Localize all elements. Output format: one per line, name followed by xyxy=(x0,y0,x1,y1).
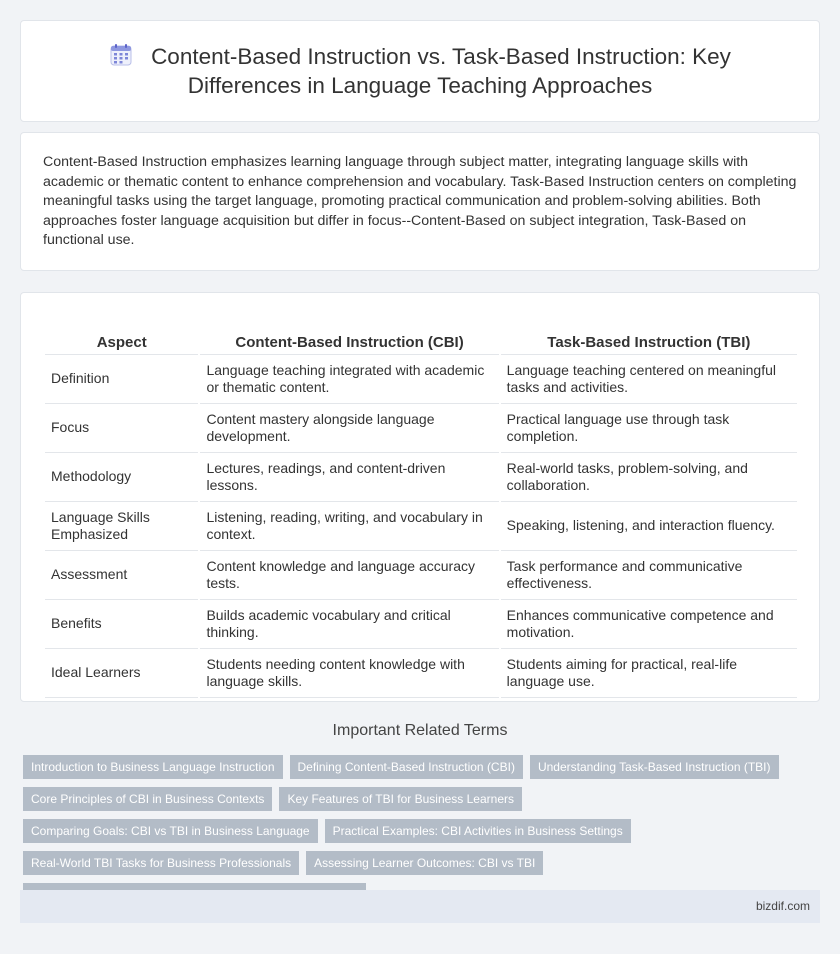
related-term-tag[interactable]: Assessing Learner Outcomes: CBI vs TBI xyxy=(306,851,543,875)
row-tbi: Task performance and communicative effectiveness. xyxy=(501,551,797,600)
header-tbi: Task-Based Instruction (TBI) xyxy=(501,313,797,355)
related-term-tag[interactable]: Introduction to Business Language Instruction xyxy=(23,755,283,779)
header-aspect: Aspect xyxy=(45,313,198,355)
table-row xyxy=(45,404,797,453)
row-aspect: Language Skills Emphasized xyxy=(45,502,198,551)
row-aspect: Benefits xyxy=(45,600,198,649)
comparison-card xyxy=(20,292,820,702)
page-title xyxy=(51,42,789,100)
table-row xyxy=(45,453,797,502)
header-cbi: Content-Based Instruction (CBI) xyxy=(200,313,498,355)
row-cbi: Listening, reading, writing, and vocabulary in context. xyxy=(200,502,498,551)
row-tbi: Language teaching centered on meaningful tasks and activities. xyxy=(501,355,797,404)
related-term-tag[interactable]: Core Principles of CBI in Business Contexts xyxy=(23,787,272,811)
row-aspect: Focus xyxy=(45,404,198,453)
related-term-tag[interactable]: Understanding Task-Based Instruction (TBI) xyxy=(530,755,779,779)
row-aspect: Definition xyxy=(45,355,198,404)
intro-text: Content-Based Instruction emphasizes learning language through subject matter, integrating language skills with academic or thematic content to enhance comprehension and vocabulary. Task-Based Instruction centers on completing meaningful tasks using the target language, promoting practical communication and problem-solving abilities. Both approaches foster language acquisition but differ in focus--Content-Based on subject integration, Task-Based on functional use. xyxy=(43,154,797,249)
footer xyxy=(20,890,820,923)
row-tbi: Speaking, listening, and interaction fluency. xyxy=(501,502,797,551)
intro-card xyxy=(20,132,820,271)
row-tbi: Enhances communicative competence and motivation. xyxy=(501,600,797,649)
row-cbi: Lectures, readings, and content-driven lessons. xyxy=(200,453,498,502)
page-title-text: Content-Based Instruction vs. Task-Based Instruction: Key Differences in Language Teaching Approaches xyxy=(151,44,731,98)
row-cbi: Content mastery alongside language development. xyxy=(200,404,498,453)
table-row xyxy=(45,649,797,698)
row-cbi: Language teaching integrated with academic or thematic content. xyxy=(200,355,498,404)
calendar-icon xyxy=(109,43,133,67)
row-aspect: Assessment xyxy=(45,551,198,600)
comparison-table xyxy=(43,313,799,698)
footer-site-link[interactable]: bizdif.com xyxy=(755,899,810,913)
row-tbi: Practical language use through task completion. xyxy=(501,404,797,453)
row-aspect: Methodology xyxy=(45,453,198,502)
related-term-tag[interactable]: Defining Content-Based Instruction (CBI) xyxy=(290,755,523,779)
related-terms-list xyxy=(23,755,823,907)
title-card xyxy=(20,20,820,122)
related-term-tag[interactable]: Practical Examples: CBI Activities in Business Settings xyxy=(325,819,631,843)
table-header-row xyxy=(45,313,797,355)
row-cbi: Students needing content knowledge with language skills. xyxy=(200,649,498,698)
table-row xyxy=(45,551,797,600)
table-row xyxy=(45,502,797,551)
row-tbi: Real-world tasks, problem-solving, and collaboration. xyxy=(501,453,797,502)
related-term-tag[interactable]: Real-World TBI Tasks for Business Professionals xyxy=(23,851,299,875)
table-row xyxy=(45,600,797,649)
row-cbi: Builds academic vocabulary and critical thinking. xyxy=(200,600,498,649)
related-term-tag[interactable]: Comparing Goals: CBI vs TBI in Business Language xyxy=(23,819,318,843)
related-term-tag[interactable]: Key Features of TBI for Business Learners xyxy=(279,787,522,811)
row-tbi: Students aiming for practical, real-life language use. xyxy=(501,649,797,698)
row-aspect: Ideal Learners xyxy=(45,649,198,698)
row-cbi: Content knowledge and language accuracy tests. xyxy=(200,551,498,600)
table-row xyxy=(45,355,797,404)
related-terms-title: Important Related Terms xyxy=(332,722,508,739)
